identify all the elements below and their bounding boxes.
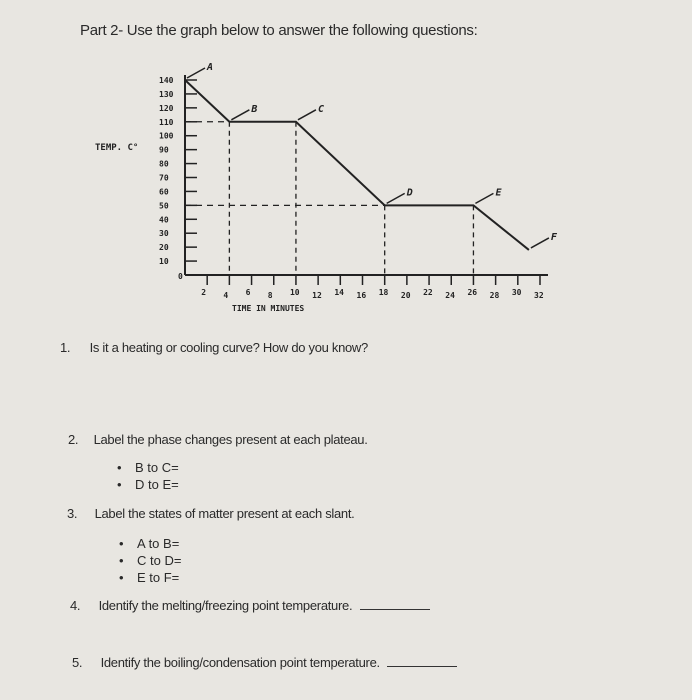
question-number: 2. (68, 432, 79, 447)
question-text: Is it a heating or cooling curve? How do you know? (89, 340, 368, 355)
point-pointer (531, 238, 549, 248)
point-pointer (187, 68, 205, 78)
point-label-b: B (251, 103, 258, 115)
y-tick-label: 10 (159, 257, 169, 267)
bullet-d-to-e: • D to E= (135, 477, 179, 492)
y-axis-label: TEMP. C° (95, 143, 139, 153)
point-pointer (231, 110, 249, 120)
y-tick-label: 40 (159, 215, 169, 225)
y-tick-label: 110 (159, 117, 174, 127)
question-text: Identify the boiling/condensation point temperature. (100, 655, 380, 670)
x-tick-label: 2 (201, 288, 207, 297)
y-tick-label: 130 (159, 89, 174, 99)
bullet-a-to-b: • A to B= (137, 536, 179, 551)
x-tick-label: 4 (223, 291, 229, 300)
y-tick-label: 30 (159, 229, 169, 239)
y-tick-label: 50 (159, 201, 169, 211)
y-tick-label: 70 (159, 173, 169, 183)
x-tick-label: 16 (356, 291, 367, 300)
cooling-curve-chart (0, 0, 692, 330)
question-1 (60, 340, 368, 355)
question-5 (72, 655, 457, 670)
y-tick-label: 20 (159, 243, 169, 253)
y-tick-label: 140 (159, 76, 174, 85)
x-tick-label: 20 (400, 291, 411, 300)
x-tick-label: 32 (534, 291, 544, 300)
point-pointer (387, 193, 405, 203)
question-number: 3. (67, 506, 78, 521)
question-text: Label the states of matter present at each slant. (94, 506, 355, 521)
question-3 (67, 506, 354, 521)
x-tick-label: 10 (289, 288, 300, 297)
answer-blank[interactable] (360, 599, 430, 610)
y-tick-label: 90 (159, 145, 169, 155)
y-tick-label: 100 (159, 131, 174, 141)
y-tick-label: 120 (159, 103, 174, 113)
question-number: 5. (72, 655, 83, 670)
x-tick-label: 30 (511, 288, 522, 297)
question-2 (68, 432, 368, 447)
y-tick-label: 60 (159, 187, 169, 197)
bullet-b-to-c: • B to C= (135, 460, 179, 475)
x-tick-label: 14 (334, 288, 344, 297)
point-label-e: E (495, 187, 502, 199)
x-tick-label: 18 (378, 288, 389, 297)
x-axis-label: TIME IN MINUTES (232, 304, 305, 313)
curve-line (185, 80, 529, 250)
x-tick-label: 12 (312, 291, 322, 300)
answer-blank[interactable] (387, 656, 457, 667)
question-text: Label the phase changes present at each plateau. (93, 432, 368, 447)
point-pointer (298, 110, 316, 120)
x-tick-label: 28 (489, 291, 500, 300)
x-tick-label: 24 (445, 291, 455, 300)
question-4 (70, 598, 430, 613)
x-tick-label: 8 (267, 291, 273, 300)
point-label-a: A (207, 62, 214, 73)
point-pointer (475, 193, 493, 203)
y-tick-label: 80 (159, 159, 169, 169)
question-number: 1. (60, 340, 71, 355)
question-number: 4. (70, 598, 81, 613)
origin-label: 0 (178, 272, 183, 281)
point-label-c: C (317, 103, 324, 115)
worksheet-title: Part 2- Use the graph below to answer the following questions: (80, 22, 478, 39)
point-label-d: D (406, 187, 413, 199)
point-label-f: F (550, 231, 557, 243)
x-tick-label: 22 (423, 288, 433, 297)
x-tick-label: 6 (245, 288, 251, 297)
x-tick-label: 26 (467, 288, 478, 297)
question-text: Identify the melting/freezing point temperature. (98, 598, 353, 613)
bullet-c-to-d: • C to D= (137, 553, 181, 568)
bullet-e-to-f: • E to F= (137, 570, 179, 585)
